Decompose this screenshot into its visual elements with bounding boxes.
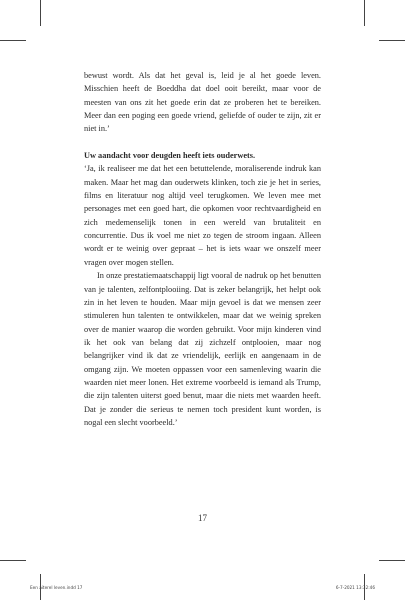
crop-mark-bottom-right-h: [379, 560, 405, 561]
paragraph: In onze prestatiemaatschappij ligt vooral de nadruk op het benutten van je talenten, zelfontplooiing. Dat is zeker belangrijk, het helpt ook zin in het leven te houden. Maar mijn gevoel is dat we mensen zeer stimuleren hun talenten te ontwikkelen, maar dat we weinig spreken over de manier waarop die worden gebruikt. Voor mijn kinderen vind ik het ook van belang dat zij zichzelf ontplooien, maar nog belangrijker vind ik dat ze vriendelijk, eerlijk en aangenaam in de omgang zijn. We moeten oppassen voor een samenleving waarin die waarden niet meer lonen. Het extreme voorbeeld is iemand als Trump, die zijn talenten uiterst goed benut, maar die niets met waarden heeft. Dat je zonder die serieus te nemen toch president kunt worden, is nogal een slecht voorbeeld.’: [84, 271, 321, 427]
body-text: [84, 69, 321, 429]
crop-mark-top-left-h: [0, 40, 26, 41]
crop-mark-top-right-v: [364, 0, 365, 26]
section-heading: Uw aandacht voor deugden heeft iets ouderwets.: [84, 151, 256, 161]
paragraph-continued: bewust wordt. Als dat het geval is, leid je al het goede leven. Misschien heeft de Boeddha dat doel ooit bereikt, maar voor de meesten van ons zit het goede erin dat ze proberen het te bereiken. Meer dan een poging een goede vriend, geliefde of ouder te zijn, zit er niet in.’: [84, 71, 321, 134]
crop-mark-bottom-left-h: [0, 560, 26, 561]
page-number: 17: [198, 513, 207, 523]
paragraph: ‘Ja, ik realiseer me dat het een betuttelende, moraliserende indruk kan maken. Maar het mag dan ouderwets klinken, toch zie je het in series, films en literatuur nog altijd veel terugkomen. We leven mee met personages met een goed hart, die opkomen voor rechtvaardigheid en zich medemenselijk tonen in een wereld van brutaliteit en concurrentie. Dus ik voel me niet zo tegen de stroom ingaan. Alleen wordt er te weinig over gepraat – het is iets waar we onszelf meer vragen over mogen stellen.: [84, 164, 321, 267]
print-slug-file: Een aiterel leven.indd 17: [30, 585, 83, 590]
print-slug-timestamp: 6-7-2021 13:32:46: [335, 585, 375, 590]
crop-mark-top-right-h: [379, 40, 405, 41]
crop-mark-top-left-v: [40, 0, 41, 26]
